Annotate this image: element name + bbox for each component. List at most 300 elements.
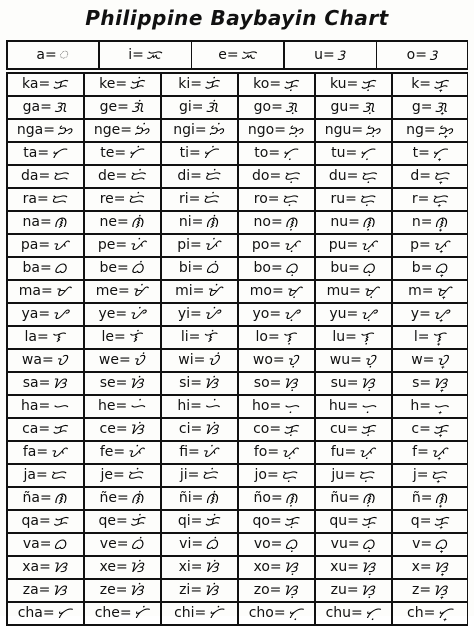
syllable-label: fo — [253, 443, 268, 460]
syllable-label: ñu — [330, 489, 349, 506]
syllable-cell — [160, 418, 237, 439]
syllable-cell — [83, 441, 160, 462]
syllable-label: n — [411, 213, 421, 230]
baybayin-glyph: ᜋ — [54, 281, 71, 300]
syllable-label: ju — [331, 466, 345, 483]
syllable-label: le — [101, 328, 115, 345]
baybayin-glyph: ᜇᜓ — [281, 189, 298, 208]
equals-sign: = — [270, 489, 283, 506]
syllable-cell — [237, 211, 314, 232]
baybayin-glyph: ᜈᜒ — [130, 488, 144, 507]
syllable-cell — [83, 257, 160, 278]
baybayin-glyph: ᜉ᜔ — [432, 235, 449, 254]
baybayin-glyph: ᜆ — [56, 603, 72, 622]
baybayin-glyph: ᜌᜓ — [360, 304, 376, 323]
equals-sign: = — [193, 351, 206, 368]
equals-sign: = — [351, 604, 363, 621]
baybayin-glyph: ᜄ᜔ — [434, 97, 448, 116]
baybayin-glyph: ᜊ᜔ — [434, 258, 448, 277]
baybayin-glyph: ᜊᜓ — [284, 258, 298, 277]
syllable-cell — [6, 165, 83, 186]
syllable-cell — [237, 510, 314, 531]
syllable-label: ru — [330, 190, 346, 207]
syllable-cell — [391, 280, 468, 301]
syllable-cell — [6, 602, 83, 623]
baybayin-glyph: ᜃᜓ — [283, 74, 298, 93]
syllable-label: ba — [22, 259, 40, 276]
baybayin-glyph: ᜐᜒ — [129, 373, 144, 392]
syllable-cell — [83, 372, 160, 393]
equals-sign: = — [419, 305, 431, 322]
baybayin-glyph: ᜉ — [52, 235, 69, 254]
syllable-cell — [83, 96, 160, 117]
row-divider — [6, 68, 468, 70]
baybayin-glyph: ᜇ᜔ — [432, 166, 449, 185]
syllable-cell — [160, 303, 237, 324]
syllable-cell — [83, 142, 160, 163]
syllable-label: k — [411, 75, 420, 92]
equals-sign: = — [188, 328, 201, 345]
syllable-label: ngu — [324, 121, 352, 138]
equals-sign: = — [422, 351, 435, 368]
equals-sign: = — [38, 75, 51, 92]
syllable-label: no — [253, 213, 271, 230]
syllable-cell — [391, 556, 468, 577]
syllable-cell — [237, 395, 314, 416]
syllable-cell — [391, 464, 468, 485]
syllable-label: che — [94, 604, 120, 621]
baybayin-glyph: ᜃᜒ — [203, 74, 219, 93]
column-divider — [237, 72, 239, 626]
syllable-cell — [237, 142, 314, 163]
syllable-label: wo — [252, 351, 273, 368]
syllable-cell — [314, 280, 391, 301]
equals-sign: = — [347, 512, 359, 529]
syllable-label: chu — [325, 604, 352, 621]
syllable-label: ve — [99, 535, 117, 552]
syllable-cell — [237, 349, 314, 370]
syllable-label: de — [98, 167, 116, 184]
syllable-cell — [391, 165, 468, 186]
baybayin-glyph: ᜈᜒ — [205, 212, 219, 231]
syllable-cell — [160, 533, 237, 554]
equals-sign: = — [347, 558, 360, 575]
syllable-cell — [314, 234, 391, 255]
equals-sign: = — [40, 98, 52, 115]
syllable-label: be — [99, 259, 117, 276]
syllable-cell — [237, 533, 314, 554]
baybayin-glyph: ᜆᜒ — [208, 603, 223, 622]
syllable-label: me — [95, 282, 119, 299]
baybayin-glyph: ᜊᜓ — [361, 534, 375, 553]
syllable-label: lo — [255, 328, 269, 345]
equals-sign: = — [349, 282, 361, 299]
column-divider — [376, 40, 378, 70]
syllable-label: chi — [174, 604, 195, 621]
syllable-cell — [160, 556, 237, 577]
equals-sign: = — [41, 282, 53, 299]
equals-sign: = — [419, 236, 431, 253]
baybayin-glyph: ᜈ — [53, 212, 67, 231]
equals-sign: = — [43, 121, 55, 138]
syllable-cell — [83, 303, 160, 324]
syllable-cell — [237, 579, 314, 600]
syllable-cell — [83, 188, 160, 209]
syllable-cell — [391, 441, 468, 462]
syllable-cell — [160, 326, 237, 347]
baybayin-glyph: ᜊ — [53, 534, 67, 553]
baybayin-glyph: ᜐᜓ — [361, 557, 375, 576]
baybayin-glyph: ᜄᜓ — [284, 97, 298, 116]
column-divider — [6, 72, 8, 626]
baybayin-glyph: ᜉᜓ — [281, 442, 298, 461]
syllable-label: y — [410, 305, 420, 322]
syllable-cell — [160, 579, 237, 600]
baybayin-glyph: ᜃ — [52, 74, 67, 93]
syllable-cell — [314, 487, 391, 508]
syllable-cell — [391, 395, 468, 416]
syllable-label: fi — [179, 443, 189, 460]
equals-sign: = — [38, 236, 51, 253]
equals-sign: = — [273, 604, 286, 621]
syllable-label: m — [408, 282, 422, 299]
syllable-cell — [237, 441, 314, 462]
equals-sign: = — [419, 374, 432, 391]
equals-sign: = — [351, 121, 364, 138]
syllable-cell — [314, 510, 391, 531]
equals-sign: = — [188, 443, 200, 460]
syllable-cell — [83, 395, 160, 416]
equals-sign: = — [190, 397, 202, 414]
syllable-cell — [391, 510, 468, 531]
syllable-cell — [391, 257, 468, 278]
syllable-label: he — [98, 397, 116, 414]
syllable-label: di — [177, 167, 191, 184]
baybayin-glyph: ᜑᜒ — [203, 396, 220, 415]
syllable-label: to — [254, 144, 269, 161]
equals-sign: = — [269, 581, 282, 598]
baybayin-glyph: ᜃᜒ — [129, 511, 145, 530]
syllable-label: so — [253, 374, 270, 391]
syllable-cell — [391, 418, 468, 439]
equals-sign: = — [346, 236, 359, 253]
syllable-cell — [314, 119, 391, 140]
syllable-cell — [391, 142, 468, 163]
equals-sign: = — [113, 443, 126, 460]
syllable-label: nge — [93, 121, 121, 138]
syllable-cell — [160, 510, 237, 531]
syllable-label: lu — [332, 328, 346, 345]
equals-sign: = — [194, 121, 207, 138]
syllable-label: s — [412, 374, 420, 391]
baybayin-glyph: ᜐᜓ — [283, 580, 298, 599]
baybayin-glyph: ᜋᜒ — [206, 281, 222, 300]
baybayin-glyph: ᜃᜓ — [283, 419, 298, 438]
syllable-label: ha — [21, 397, 39, 414]
equals-sign: = — [38, 581, 51, 598]
syllable-label: ne — [99, 213, 117, 230]
syllable-cell — [237, 234, 314, 255]
syllable-cell — [314, 211, 391, 232]
equals-sign: = — [350, 351, 362, 368]
baybayin-glyph: ᜑᜓ — [283, 396, 299, 415]
syllable-cell — [6, 464, 83, 485]
equals-sign: = — [115, 75, 128, 92]
equals-sign: = — [118, 351, 131, 368]
syllable-label: za — [22, 581, 39, 598]
baybayin-glyph: ᜈᜓ — [361, 488, 375, 507]
syllable-cell — [391, 602, 468, 623]
baybayin-glyph: ᜇᜒ — [126, 465, 143, 484]
baybayin-glyph: ᜐᜒ — [204, 419, 219, 438]
syllable-cell — [83, 165, 160, 186]
syllable-cell — [314, 441, 391, 462]
syllable-label: fu — [330, 443, 345, 460]
equals-sign: = — [38, 512, 51, 529]
syllable-cell — [314, 142, 391, 163]
syllable-label: ye — [98, 305, 116, 322]
syllable-label: la — [24, 328, 38, 345]
baybayin-glyph: ᜇᜒ — [203, 166, 220, 185]
equals-sign: = — [269, 305, 282, 322]
syllable-cell — [83, 602, 160, 623]
syllable-label: je — [100, 466, 114, 483]
baybayin-glyph: ᜑᜓ — [360, 396, 377, 415]
syllable-label: t — [412, 144, 419, 161]
equals-sign: = — [191, 535, 204, 552]
syllable-cell — [391, 533, 468, 554]
syllable-cell — [160, 441, 237, 462]
syllable-cell — [160, 372, 237, 393]
syllable-cell — [391, 119, 468, 140]
equals-sign: = — [348, 259, 360, 276]
baybayin-glyph: ᜈ — [53, 488, 67, 507]
equals-sign: = — [344, 443, 357, 460]
baybayin-glyph: ᜉᜓ — [358, 442, 375, 461]
syllable-label: bu — [330, 259, 349, 276]
baybayin-glyph: ᜉ᜔ — [430, 442, 447, 461]
syllable-label: da — [21, 167, 39, 184]
syllable-label: fa — [22, 443, 37, 460]
baybayin-glyph: ᜃᜓ — [360, 419, 376, 438]
baybayin-glyph: ᜃ — [52, 511, 68, 530]
syllable-label: qu — [329, 512, 348, 529]
syllable-label: yo — [252, 305, 270, 322]
baybayin-glyph: ᜅᜓ — [365, 120, 381, 139]
baybayin-glyph: ᜃᜓ — [360, 511, 376, 530]
equals-sign: = — [39, 535, 52, 552]
equals-sign: = — [190, 558, 203, 575]
syllable-label: b — [411, 259, 421, 276]
baybayin-glyph: ᜐ — [52, 580, 67, 599]
syllable-cell — [6, 303, 83, 324]
syllable-cell — [237, 188, 314, 209]
syllable-cell — [314, 326, 391, 347]
baybayin-glyph: ᜆ᜔ — [437, 603, 452, 622]
syllable-label: xu — [330, 558, 348, 575]
equals-sign: = — [38, 397, 51, 414]
syllable-cell — [314, 602, 391, 623]
baybayin-glyph: ᜏᜒ — [207, 350, 219, 369]
syllable-label: ko — [253, 75, 270, 92]
syllable-cell — [314, 533, 391, 554]
equals-sign: = — [38, 167, 51, 184]
chart-title: Philippine Baybayin Chart — [85, 6, 389, 30]
baybayin-glyph: ᜊ᜔ — [434, 534, 447, 553]
syllable-cell — [237, 372, 314, 393]
baybayin-glyph: ᜅ᜔ — [437, 120, 453, 139]
syllable-cell — [237, 326, 314, 347]
baybayin-glyph: ᜅᜒ — [133, 120, 150, 139]
baybayin-glyph: ᜃ᜔ — [433, 511, 449, 530]
baybayin-glyph: ᜊᜒ — [130, 534, 144, 553]
syllable-cell — [314, 165, 391, 186]
baybayin-glyph: ᜁ — [240, 46, 256, 64]
baybayin-glyph: ᜇ᜔ — [430, 465, 447, 484]
syllable-cell — [6, 73, 83, 94]
equals-sign: = — [419, 167, 431, 184]
syllable-cell — [314, 418, 391, 439]
baybayin-glyph: ᜊᜓ — [284, 534, 298, 553]
baybayin-glyph: ᜐᜓ — [283, 373, 298, 392]
syllable-cell — [314, 188, 391, 209]
syllable-cell — [6, 280, 83, 301]
equals-sign: = — [116, 512, 128, 529]
syllable-cell — [391, 579, 468, 600]
syllable-cell — [160, 257, 237, 278]
equals-sign: = — [41, 351, 54, 368]
equals-sign: = — [346, 397, 359, 414]
syllable-cell — [6, 326, 83, 347]
equals-sign: = — [416, 466, 429, 483]
baybayin-glyph: ᜅ — [56, 120, 73, 139]
syllable-cell — [6, 510, 83, 531]
syllable-cell — [160, 142, 237, 163]
baybayin-glyph: ᜉᜓ — [360, 235, 377, 254]
baybayin-glyph: ᜆᜓ — [282, 143, 297, 162]
equals-sign: = — [115, 236, 128, 253]
syllable-label: ji — [179, 466, 188, 483]
syllable-cell — [160, 602, 237, 623]
baybayin-glyph: ᜇᜓ — [280, 465, 297, 484]
baybayin-glyph: ᜉ — [50, 442, 67, 461]
equals-sign: = — [267, 443, 280, 460]
syllable-label: hi — [177, 397, 191, 414]
column-divider — [98, 40, 100, 70]
syllable-label: vo — [253, 535, 271, 552]
baybayin-glyph: ᜄ — [53, 97, 67, 116]
syllable-cell — [83, 234, 160, 255]
syllable-label: ca — [22, 420, 39, 437]
syllable-cell — [160, 96, 237, 117]
equals-sign: = — [269, 512, 282, 529]
equals-sign: = — [119, 604, 132, 621]
syllable-label: ki — [178, 75, 191, 92]
syllable-label: u — [314, 47, 323, 63]
syllable-cell — [237, 96, 314, 117]
syllable-label: jo — [254, 466, 267, 483]
syllable-label: ma — [18, 282, 42, 299]
syllable-label: mo — [249, 282, 272, 299]
syllable-label: ng — [406, 121, 424, 138]
syllable-label: na — [22, 213, 40, 230]
equals-sign: = — [267, 466, 279, 483]
syllable-label: ño — [253, 489, 271, 506]
syllable-label: zu — [330, 581, 347, 598]
syllable-label: li — [180, 328, 189, 345]
syllable-label: ke — [99, 75, 116, 92]
syllable-cell — [160, 395, 237, 416]
syllable-label: te — [100, 144, 115, 161]
equals-sign: = — [346, 167, 359, 184]
equals-sign: = — [269, 167, 282, 184]
equals-sign: = — [117, 213, 129, 230]
syllable-label: h — [410, 397, 420, 414]
baybayin-glyph: ᜆᜓ — [364, 603, 380, 622]
syllable-label: w — [411, 351, 423, 368]
syllable-label: ge — [99, 98, 118, 115]
syllable-label: ngo — [247, 121, 275, 138]
syllable-cell — [314, 556, 391, 577]
syllable-cell — [160, 211, 237, 232]
baybayin-glyph: ᜋ᜔ — [435, 281, 451, 300]
baybayin-glyph: ᜉᜓ — [283, 235, 300, 254]
syllable-label: wa — [21, 351, 42, 368]
syllable-label: yi — [177, 305, 190, 322]
baybayin-glyph: ᜈ᜔ — [434, 212, 448, 231]
equals-sign: = — [190, 581, 203, 598]
equals-sign: = — [117, 259, 129, 276]
baybayin-glyph: ᜐᜓ — [360, 580, 375, 599]
syllable-cell — [160, 165, 237, 186]
syllable-label: pi — [177, 236, 190, 253]
equals-sign: = — [348, 98, 360, 115]
syllable-label: i — [128, 47, 133, 63]
equals-sign: = — [39, 213, 52, 230]
equals-sign: = — [36, 466, 48, 483]
equals-sign: = — [267, 190, 280, 207]
equals-sign: = — [420, 98, 433, 115]
baybayin-glyph: ᜎ — [50, 327, 65, 346]
syllable-label: nu — [330, 213, 349, 230]
equals-sign: = — [269, 420, 282, 437]
baybayin-glyph: ᜉᜒ — [201, 442, 218, 461]
baybayin-glyph: ᜊᜒ — [205, 534, 218, 553]
syllable-cell — [160, 73, 237, 94]
equals-sign: = — [37, 144, 50, 161]
syllable-label: du — [328, 167, 347, 184]
equals-sign: = — [39, 489, 52, 506]
baybayin-glyph: ᜈᜒ — [130, 212, 144, 231]
equals-sign: = — [274, 121, 286, 138]
column-divider — [283, 40, 285, 70]
syllable-label: zo — [253, 581, 270, 598]
equals-sign: = — [418, 144, 430, 161]
syllable-label: mi — [175, 282, 193, 299]
equals-sign: = — [417, 443, 429, 460]
baybayin-glyph: ᜈᜓ — [361, 212, 375, 231]
syllable-label: se — [99, 374, 116, 391]
baybayin-glyph: ᜑ᜔ — [432, 396, 449, 415]
equals-sign: = — [191, 213, 204, 230]
baybayin-glyph: ᜅᜓ — [287, 120, 304, 139]
baybayin-glyph: ᜆᜒ — [133, 603, 149, 622]
syllable-label: qa — [21, 512, 39, 529]
syllable-cell — [6, 418, 83, 439]
syllable-cell — [160, 188, 237, 209]
syllable-cell — [83, 418, 160, 439]
syllable-label: we — [98, 351, 119, 368]
